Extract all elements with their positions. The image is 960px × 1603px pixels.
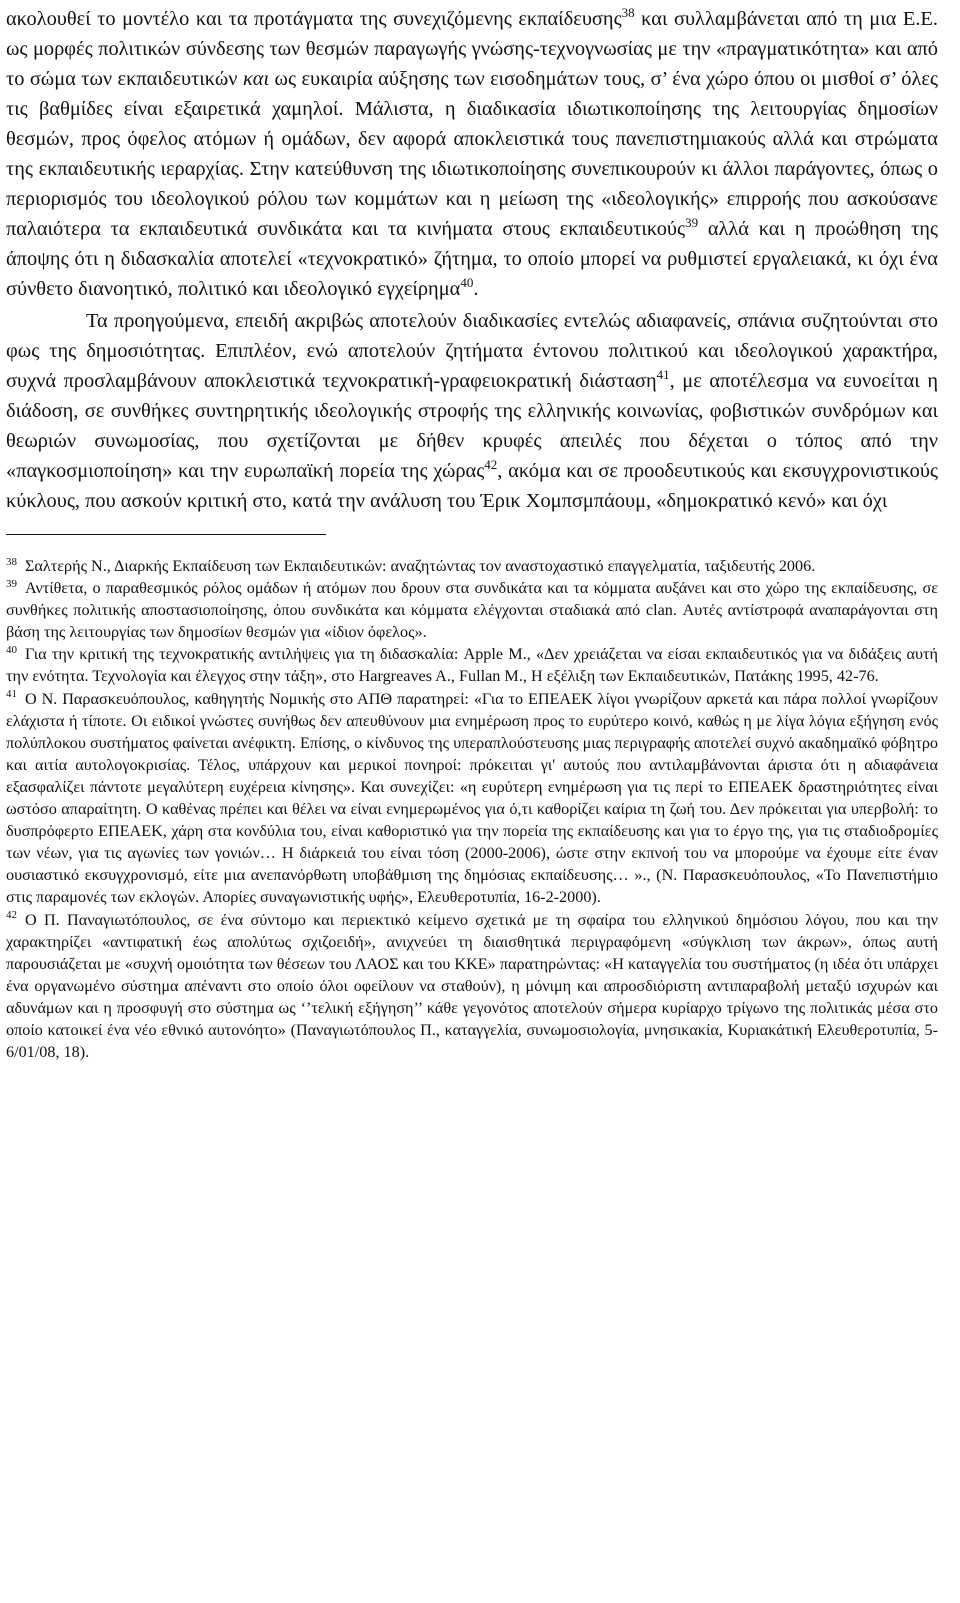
footnote-number: 38 <box>6 555 17 568</box>
footnote-number: 41 <box>6 688 17 701</box>
footnote-number: 42 <box>6 909 17 922</box>
footnote-ref-41[interactable]: 41 <box>656 367 670 383</box>
text-run: . <box>473 278 479 300</box>
paragraph <box>6 306 938 516</box>
footnote-text: Ο Ν. Παρασκευόπουλος, καθηγητής Νομικής στο ΑΠΘ παρατηρεί: «Για το ΕΠΕΑΕΚ λίγοι γνωρίζουν αρκετά και πάρα πολλοί γνωρίζουν ελάχιστα ή τίποτε. Οι ειδικοί γνώστες συνήθως δεν απευθύνουν μια ενημέρωση προς το ευρύτερο κοινό, καθώς η με λίγα λόγια εξήγηση ενός πολύπλοκου συστήματος φαίνεται ανέφικτη. Επίσης, ο κίνδυνος της υπεραπλούστευσης μιας περιγραφής αποτελεί συχνό ακαδημαϊκό φόβητρο και αιτία αυτολογοκρισίας. Τέλος, υπάρχουν και μερικοί πονηροί: πρόκειται γι' αυτούς που αντιλαμβάνονται άριστα ότι η αδιαφάνεια εξασφαλίζει πάντοτε μεγαλύτερη ευχέρεια κίνησης». Και συνεχίζει: «η ευρύτερη ενημέρωση για τις περί το ΕΠΕΑΕΚ δραστηριότητες είναι ωστόσο απαραίτητη. Ο καθένας πρέπει και θέλει να είναι ενημερωμένος για ό,τι καθορίζει καίρια τη ζωή του. Δεν πρόκειται για υπερβολή: το δυσπρόφερτο ΕΠΕΑΕΚ, χάρη στα κονδύλια του, είναι καθοριστικό για την πορεία της εκπαίδευσης και για το έργο της, για τις σταδιοδρομίες των νέων, για τις αγωνίες των γονιών… Η διάρκειά του είναι τόση (2000-2006), ώστε στην εκπνοή του να μπορούμε να έχουμε είτε έναν ουσιαστικό εκσυγχρονισμό, είτε μια ανεπανόρθωτη υποβάθμιση της δημόσιας εκπαίδευσης… »., (Ν. Παρασκευόπουλος, «Το Πανεπιστήμιο στις παραμονές των εκλογών. Απορίες συναγωνιστικής υφής», Ελευθεροτυπία, 16-2-2000). <box>6 689 938 907</box>
footnote-text: Για την κριτική της τεχνοκρατικής αντιλήψεις για τη διδασκαλία: Apple M., «Δεν χρειάζεται να είσαι εκπαιδευτικός για να διδάξεις αυτή την ενότητα. Τεχνολογία και έλεγχος στην τάξη», στο Hargreaves A., Fullan M., Η εξέλιξη των Εκπαιδευτικών, Πατάκης 1995, 42-76. <box>6 645 938 686</box>
footnote-39 <box>6 577 938 643</box>
text-run: ως ευκαιρία αύξησης των εισοδημάτων τους, σ’ ένα χώρο όπου οι μισθοί σ’ όλες τις βαθμίδες είναι εξαιρετικά χαμηλοί. Μάλιστα, η διαδικασία ιδιωτικοποίησης της λειτουργίας δημοσίων θεσμών, προς όφελος ατόμων ή ομάδων, δεν αφορά αποκλειστικά τους πανεπιστημιακούς αλλά και στρώματα της εκπαιδευτικής ιεραρχίας. Στην κατεύθυνση της ιδιωτικοποίησης συνεπικουρούν κι άλλοι παράγοντες, όπως ο περιορισμός του ιδεολογικού ρόλου των κομμάτων και η μείωση της «ιδεολογικής» επιρροής που ασκούσανε παλαιότερα τα εκπαιδευτικά συνδικάτα και τα κινήματα στους εκπαιδευτικούς <box>6 68 938 240</box>
text-run: Τα προηγούμενα, επειδή ακριβώς αποτελούν διαδικασίες εντελώς αδιαφανείς, σπάνια συζητούνται στο φως της δημοσιότητας. Επιπλέον, ενώ αποτελούν ζητήματα έντονου πολιτικού και ιδεολογικού χαρακτήρα, συχνά προσλαμβάνουν αποκλειστικά τεχνοκρατική-γραφειοκρατική διάσταση <box>6 310 938 392</box>
footnote-ref-38[interactable]: 38 <box>621 5 635 21</box>
footnote-text: Σαλτερής Ν., Διαρκής Εκπαίδευση των Εκπαιδευτικών: αναζητώντας τον αναστοχαστικό επαγγελματία, ταξιδευτής 2006. <box>25 557 816 575</box>
footnote-number: 39 <box>6 577 17 590</box>
footnote-ref-40[interactable]: 40 <box>460 275 474 291</box>
text-run: , ακόμα και σε προοδευτικούς και εκσυγχρονιστικούς κύκλους, που ασκούν κριτική στο, κατά την ανάλυση του Έρικ Χομπσμπάουμ, «δημοκρατικό κενό» και όχι <box>6 460 938 512</box>
footnote-separator <box>6 534 326 535</box>
footnote-text: Ο Π. Παναγιωτόπουλος, σε ένα σύντομο και περιεκτικό κείμενο σχετικά με τη σφαίρα του ελληνικού δημόσιου λόγου, που και την χαρακτηρίζει «αντιφατική έως απολύτως σχιζοειδή», ανιχνεύει τη διαισθητικά περιγραφόμενη «σύγκλιση των άκρων», όπως αυτή παρουσιάζεται με «συχνή ομοιότητα των θέσεων του ΛΑΟΣ και του ΚΚΕ» παρατηρώντας: «Η καταγγελία του συστήματος (η ιδέα ότι υπάρχει ένα οργανωμένο σύστημα απέναντι στο οποίο όλοι οφείλουν να σταθούν), η μόνιμη και απροσδιόριστη αντιπαραβολή μεταξύ ισχυρών και αδυνάμων και η προσφυγή στο σύστημα ως ‘’τελική εξήγηση’’ κάθε γεγονότος αποτελούν σήμερα κυρίαρχο τρίγωνο της πολιτικάς μέσα στο οποίο κατοικεί ένα νέο εθνικό αυτονόητο» (Παναγιωτόπουλος Π., καταγγελία, συνωμοσιολογία, μνησικακία, Κυριακάτική Ελευθεροτυπία, 5-6/01/08, 18). <box>6 910 938 1062</box>
footnote-number: 40 <box>6 643 17 656</box>
footnote-42 <box>6 909 938 1064</box>
footnote-text: Αντίθετα, ο παραθεσμικός ρόλος ομάδων ή ατόμων που δρουν στα συνδικάτα και τα κόμματα αυξάνει και στο χώρο της εκπαίδευσης, σε συνθήκες πολιτικής αποστασιοποίησης, όπου συνδικάτα και κόμματα ελέγχονται σταδιακά από clan. Αυτές αντίστροφά αναπαράγονται στη βάση της λειτουργίας των δημοσίων θεσμών για «ίδιον όφελος». <box>6 579 938 642</box>
footnote-ref-42[interactable]: 42 <box>484 457 498 473</box>
text-run: και συλλαμβάνεται από τη μια Ε.Ε. ως μορφές πολιτικών σύνδεσης των θεσμών παραγωγής γνώσης-τεχνογνωσίας με την «πραγματικότητα» και από το σώμα των εκπαιδευτικών <box>6 8 938 90</box>
paragraph-continuation <box>6 4 938 304</box>
footnote-38 <box>6 555 938 577</box>
emphasis-text: και <box>242 68 270 90</box>
text-run: ακολουθεί το μοντέλο και τα προτάγματα της συνεχιζόμενης εκπαίδευσης <box>6 8 622 30</box>
text-run: , με αποτέλεσμα να ευνοείται η διάδοση, σε συνθήκες συντηρητικής ιδεολογικής στροφής της ελληνικής κοινωνίας, φοβιστικών συνδρόμων και θεωριών συνωμοσίας, που σχετίζονται με δήθεν κρυφές απειλές που δέχεται ο τόπος από την «παγκοσμιοποίηση» και την ευρωπαϊκή πορεία της χώρας <box>6 370 938 482</box>
footnote-41 <box>6 688 938 909</box>
text-run: αλλά και η προώθηση της άποψης ότι η διδασκαλία αποτελεί «τεχνοκρατικό» ζήτημα, το οποίο μπορεί να ρυθμιστεί εργαλειακά, κι όχι ένα σύνθετο διανοητικό, πολιτικό και ιδεολογικό εγχείρημα <box>6 218 938 300</box>
footnote-ref-39[interactable]: 39 <box>685 215 699 231</box>
footnote-40 <box>6 643 938 687</box>
